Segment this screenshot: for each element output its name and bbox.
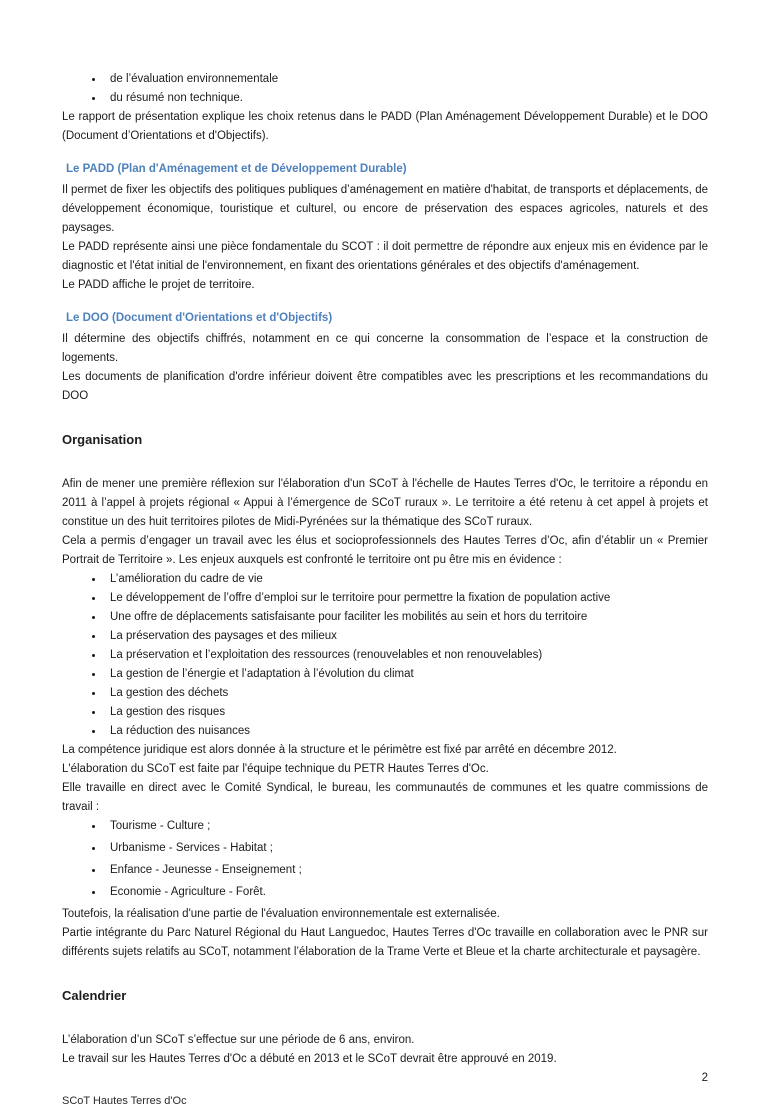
list-item: • Enfance - Jeunesse - Enseignement ;: [104, 861, 708, 880]
commissions-bullet-list: [62, 817, 708, 905]
calendrier-line: Le travail sur les Hautes Terres d'Oc a débuté en 2013 et le SCoT devrait être approuvé en 2019.: [62, 1053, 557, 1065]
footer-document-title: SCoT Hautes Terres d'Oc: [62, 1095, 187, 1107]
list-item: • Une offre de déplacements satisfaisante pour faciliter les mobilités au sein et hors du territoire: [104, 608, 708, 627]
organisation-paragraph: Cela a permis d’engager un travail avec les élus et socioprofessionnels des Hautes Terres d’Oc, afin d’établir un « Premier Portrait de Territoire ». Les enjeux auxquels est confronté le territoire ont pu être mis en évidence :: [62, 535, 708, 566]
organisation-paragraph: Elle travaille en direct avec le Comité Syndical, le bureau, les communautés de communes et les quatre commissions de travail :: [62, 782, 708, 813]
list-item: • Economie - Agriculture - Forêt.: [104, 883, 708, 902]
padd-paragraph: Le PADD affiche le projet de territoire.: [62, 279, 255, 291]
padd-heading: Le PADD (Plan d'Aménagement et de Développement Durable): [66, 163, 407, 175]
list-item: • L’amélioration du cadre de vie: [104, 570, 708, 589]
doo-paragraph: Les documents de planification d'ordre inférieur doivent être compatibles avec les prescriptions et les recommandations du DOO: [62, 371, 708, 402]
list-item: • La gestion des risques: [104, 703, 708, 722]
intro-bullet-list: [62, 70, 708, 108]
organisation-paragraph: Partie intégrante du Parc Naturel Régional du Haut Languedoc, Hautes Terres d'Oc travaille en collaboration avec le PNR sur différents sujets relatifs au SCoT, notamment l’élaboration de la Trame Verte et Bleue et la charte architecturale et paysagère.: [62, 927, 708, 958]
page-number: 2: [701, 1072, 708, 1084]
padd-paragraph: Le PADD représente ainsi une pièce fondamentale du SCOT : il doit permettre de répondre aux enjeux mis en évidence par le diagnostic et l'état initial de l'environnement, en fixant des orientations générales et des objectifs d'aménagement.: [62, 241, 708, 272]
list-item: • La réduction des nuisances: [104, 722, 708, 741]
organisation-paragraph: L'élaboration du SCoT est faite par l'équipe technique du PETR Hautes Terres d'Oc.: [62, 763, 489, 775]
calendrier-heading: Calendrier: [62, 988, 127, 1003]
padd-paragraph: Il permet de fixer les objectifs des politiques publiques d’aménagement en matière d'habitat, de transports et déplacements, de développement économique, touristique et culturel, ou encore de préservation des espaces agricoles, naturels et des paysages.: [62, 184, 708, 234]
list-item: • La gestion de l’énergie et l’adaptation à l’évolution du climat: [104, 665, 708, 684]
organisation-paragraph: Afin de mener une première réflexion sur l'élaboration d'un SCoT à l'échelle de Hautes Terres d'Oc, le territoire a répondu en 2011 à l’appel à projets régional « Appui à l’émergence de SCoT ruraux ». Le territoire a été retenu à cet appel à projets et constitue un des huit territoires pilotes de Midi-Pyrénées sur la thématique des SCoT ruraux.: [62, 478, 708, 528]
list-item: • Tourisme - Culture ;: [104, 817, 708, 836]
calendrier-line: L’élaboration d’un SCoT s’effectue sur une période de 6 ans, environ.: [62, 1034, 415, 1046]
organisation-heading: Organisation: [62, 432, 143, 447]
list-item: • Urbanisme - Services - Habitat ;: [104, 839, 708, 858]
list-item: • La gestion des déchets: [104, 684, 708, 703]
list-item: • Le développement de l’offre d’emploi sur le territoire pour permettre la fixation de population active: [104, 589, 708, 608]
list-item: • de l’évaluation environnementale: [104, 70, 708, 89]
intro-paragraph: Le rapport de présentation explique les choix retenus dans le PADD (Plan Aménagement Développement Durable) et le DOO (Document d’Orientations et d'Objectifs).: [62, 111, 708, 142]
list-item: • du résumé non technique.: [104, 89, 708, 108]
doo-paragraph: Il détermine des objectifs chiffrés, notamment en ce qui concerne la consommation de l’espace et la construction de logements.: [62, 333, 708, 364]
list-item: • La préservation et l’exploitation des ressources (renouvelables et non renouvelables): [104, 646, 708, 665]
organisation-paragraph: Toutefois, la réalisation d'une partie de l'évaluation environnementale est externalisée.: [62, 908, 500, 920]
organisation-paragraph: La compétence juridique est alors donnée à la structure et le périmètre est fixé par arrêté en décembre 2012.: [62, 744, 617, 756]
doo-heading: Le DOO (Document d'Orientations et d'Objectifs): [66, 312, 333, 324]
list-item: • La préservation des paysages et des milieux: [104, 627, 708, 646]
enjeux-bullet-list: [62, 570, 708, 741]
